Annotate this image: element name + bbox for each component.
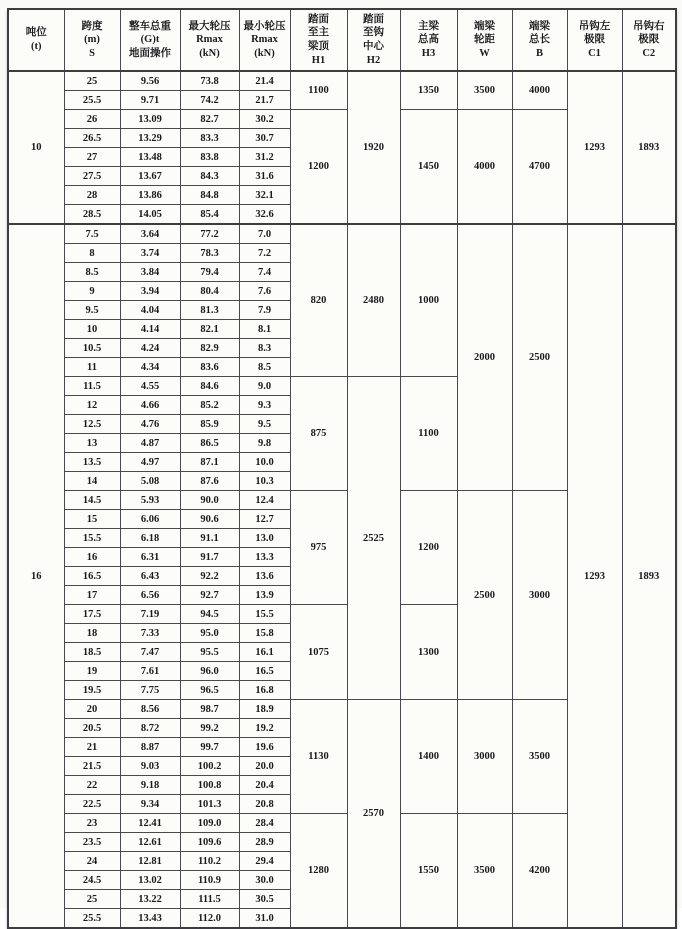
rmax-cell: 82.7	[180, 110, 239, 129]
rmax-cell: 80.4	[180, 282, 239, 301]
span-cell: 27	[64, 148, 120, 167]
rmin-cell: 10.3	[239, 472, 290, 491]
header-line: H3	[421, 47, 436, 59]
rmin-cell: 10.0	[239, 453, 290, 472]
header-line: 总高	[418, 34, 439, 46]
weight-cell: 8.56	[120, 700, 180, 719]
b-cell: 3000	[512, 491, 567, 700]
rmin-cell: 32.6	[239, 205, 290, 225]
h1-cell: 820	[290, 224, 347, 377]
rmax-cell: 112.0	[180, 909, 239, 929]
header-line: C1	[588, 47, 601, 59]
header-cell-h2	[347, 9, 400, 71]
rmax-cell: 84.6	[180, 377, 239, 396]
rmin-cell: 31.6	[239, 167, 290, 186]
header-line: 地面操作	[129, 47, 171, 59]
span-cell: 10	[64, 320, 120, 339]
rmin-cell: 15.5	[239, 605, 290, 624]
span-cell: 21	[64, 738, 120, 757]
rmax-cell: 82.1	[180, 320, 239, 339]
header-line: 中心	[363, 41, 384, 52]
rmax-cell: 110.9	[180, 871, 239, 890]
span-cell: 28.5	[64, 205, 120, 225]
header-line: 极限	[638, 34, 660, 46]
weight-cell: 6.31	[120, 548, 180, 567]
h3-cell: 1200	[400, 491, 457, 605]
weight-cell: 7.75	[120, 681, 180, 700]
span-cell: 11	[64, 358, 120, 377]
c1-cell: 1293	[567, 71, 622, 224]
w-cell: 3000	[457, 700, 512, 814]
rmin-cell: 20.0	[239, 757, 290, 776]
header-line: 吊钩左	[578, 20, 611, 32]
span-cell: 12	[64, 396, 120, 415]
header-line: S	[89, 47, 95, 59]
header-line: 最小轮压	[243, 20, 286, 32]
rmax-cell: 73.8	[180, 71, 239, 91]
span-cell: 17	[64, 586, 120, 605]
rmin-cell: 16.5	[239, 662, 290, 681]
weight-cell: 12.81	[120, 852, 180, 871]
rmax-cell: 87.6	[180, 472, 239, 491]
span-cell: 9.5	[64, 301, 120, 320]
rmin-cell: 30.5	[239, 890, 290, 909]
header-line: W	[479, 47, 490, 59]
rmin-cell: 9.3	[239, 396, 290, 415]
rmin-cell: 16.1	[239, 643, 290, 662]
rmin-cell: 7.9	[239, 301, 290, 320]
span-cell: 16.5	[64, 567, 120, 586]
rmax-cell: 90.6	[180, 510, 239, 529]
b-cell: 4200	[512, 814, 567, 929]
span-cell: 19.5	[64, 681, 120, 700]
header-line: 吊钩右	[633, 20, 665, 32]
rmin-cell: 16.8	[239, 681, 290, 700]
rmax-cell: 78.3	[180, 244, 239, 263]
span-cell: 14.5	[64, 491, 120, 510]
header-line: B	[535, 47, 543, 59]
weight-cell: 3.74	[120, 244, 180, 263]
header-line: 梁顶	[308, 41, 329, 52]
span-cell: 23.5	[64, 833, 120, 852]
rmax-cell: 82.9	[180, 339, 239, 358]
span-cell: 17.5	[64, 605, 120, 624]
rmax-cell: 100.2	[180, 757, 239, 776]
rmax-cell: 99.7	[180, 738, 239, 757]
weight-cell: 13.02	[120, 871, 180, 890]
rmin-cell: 9.0	[239, 377, 290, 396]
rmax-cell: 111.5	[180, 890, 239, 909]
rmin-cell: 19.6	[239, 738, 290, 757]
rmax-cell: 101.3	[180, 795, 239, 814]
h2-cell: 1920	[347, 71, 400, 224]
rmax-cell: 83.8	[180, 148, 239, 167]
header-cell-c1	[567, 9, 622, 71]
span-cell: 25.5	[64, 909, 120, 929]
rmin-cell: 12.4	[239, 491, 290, 510]
weight-cell: 9.71	[120, 91, 180, 110]
rmax-cell: 83.3	[180, 129, 239, 148]
span-cell: 24	[64, 852, 120, 871]
rmin-cell: 8.3	[239, 339, 290, 358]
rmax-cell: 84.8	[180, 186, 239, 205]
weight-cell: 9.56	[120, 71, 180, 91]
span-cell: 24.5	[64, 871, 120, 890]
h1-cell: 975	[290, 491, 347, 605]
rmin-cell: 13.3	[239, 548, 290, 567]
rmin-cell: 28.4	[239, 814, 290, 833]
span-cell: 19	[64, 662, 120, 681]
header-cell-c2	[622, 9, 676, 71]
header-cell-rmin	[239, 9, 290, 71]
weight-cell: 9.03	[120, 757, 180, 776]
header-line: 极限	[584, 34, 605, 46]
rmin-cell: 30.0	[239, 871, 290, 890]
header-line: 轮距	[474, 34, 495, 46]
h1-cell: 1200	[290, 110, 347, 225]
rmin-cell: 21.4	[239, 71, 290, 91]
rmin-cell: 13.9	[239, 586, 290, 605]
h3-cell: 1400	[400, 700, 457, 814]
rmax-cell: 100.8	[180, 776, 239, 795]
rmax-cell: 86.5	[180, 434, 239, 453]
weight-cell: 13.22	[120, 890, 180, 909]
weight-cell: 9.18	[120, 776, 180, 795]
rmax-cell: 91.7	[180, 548, 239, 567]
b-cell: 3500	[512, 700, 567, 814]
rmax-cell: 74.2	[180, 91, 239, 110]
h3-cell: 1100	[400, 377, 457, 491]
weight-cell: 13.48	[120, 148, 180, 167]
header-cell-w	[457, 9, 512, 71]
header-line: 整车总重	[129, 20, 171, 32]
span-cell: 20.5	[64, 719, 120, 738]
header-line: (kN)	[254, 47, 275, 59]
span-cell: 23	[64, 814, 120, 833]
rmin-cell: 21.7	[239, 91, 290, 110]
header-line: 跨度	[81, 20, 103, 32]
header-line: C2	[642, 47, 656, 59]
h2-cell: 2480	[347, 224, 400, 377]
weight-cell: 5.93	[120, 491, 180, 510]
rmin-cell: 30.2	[239, 110, 290, 129]
header-cell-tonnage	[8, 9, 64, 71]
header-cell-h1	[290, 9, 347, 71]
rmax-cell: 91.1	[180, 529, 239, 548]
weight-cell: 13.86	[120, 186, 180, 205]
header-line: (kN)	[199, 47, 220, 59]
header-line: 端梁	[474, 20, 495, 32]
rmin-cell: 31.2	[239, 148, 290, 167]
weight-cell: 8.87	[120, 738, 180, 757]
weight-cell: 4.04	[120, 301, 180, 320]
h1-cell: 1075	[290, 605, 347, 700]
span-cell: 16	[64, 548, 120, 567]
weight-cell: 7.19	[120, 605, 180, 624]
header-line: 吨位	[25, 27, 47, 39]
weight-cell: 3.94	[120, 282, 180, 301]
table-body	[8, 71, 676, 928]
rmin-cell: 15.8	[239, 624, 290, 643]
rmax-cell: 96.5	[180, 681, 239, 700]
header-line: H2	[366, 54, 381, 66]
rmin-cell: 8.5	[239, 358, 290, 377]
header-line: 主梁	[418, 20, 439, 32]
h3-cell: 1350	[400, 71, 457, 110]
rmax-cell: 84.3	[180, 167, 239, 186]
h2-cell: 2525	[347, 377, 400, 700]
weight-cell: 4.76	[120, 415, 180, 434]
weight-cell: 9.34	[120, 795, 180, 814]
header-line: Rmax	[196, 34, 223, 46]
header-line: 至主	[308, 27, 329, 39]
rmax-cell: 90.0	[180, 491, 239, 510]
header-cell-span	[64, 9, 120, 71]
rmax-cell: 92.7	[180, 586, 239, 605]
rmin-cell: 20.4	[239, 776, 290, 795]
rmax-cell: 85.9	[180, 415, 239, 434]
rmax-cell: 85.2	[180, 396, 239, 415]
header-cell-h3	[400, 9, 457, 71]
rmin-cell: 7.0	[239, 224, 290, 244]
tonnage-cell: 16	[8, 224, 64, 928]
weight-cell: 12.41	[120, 814, 180, 833]
header-line: Rmax	[251, 34, 278, 46]
rmax-cell: 87.1	[180, 453, 239, 472]
span-cell: 20	[64, 700, 120, 719]
header-cell-weight	[120, 9, 180, 71]
rmin-cell: 20.8	[239, 795, 290, 814]
span-cell: 25.5	[64, 91, 120, 110]
crane-spec-table	[7, 8, 677, 929]
span-cell: 10.5	[64, 339, 120, 358]
header-line: (m)	[84, 34, 100, 46]
h1-cell: 875	[290, 377, 347, 491]
h3-cell: 1450	[400, 110, 457, 225]
c2-cell: 1893	[622, 224, 676, 928]
weight-cell: 7.47	[120, 643, 180, 662]
span-cell: 7.5	[64, 224, 120, 244]
rmax-cell: 77.2	[180, 224, 239, 244]
h3-cell: 1300	[400, 605, 457, 700]
rmax-cell: 96.0	[180, 662, 239, 681]
span-cell: 15.5	[64, 529, 120, 548]
w-cell: 3500	[457, 71, 512, 110]
weight-cell: 4.97	[120, 453, 180, 472]
b-cell: 4000	[512, 71, 567, 110]
rmin-cell: 31.0	[239, 909, 290, 929]
span-cell: 26	[64, 110, 120, 129]
weight-cell: 8.72	[120, 719, 180, 738]
rmax-cell: 109.0	[180, 814, 239, 833]
span-cell: 18.5	[64, 643, 120, 662]
h3-cell: 1550	[400, 814, 457, 929]
rmin-cell: 32.1	[239, 186, 290, 205]
rmin-cell: 7.2	[239, 244, 290, 263]
h1-cell: 1280	[290, 814, 347, 929]
span-cell: 21.5	[64, 757, 120, 776]
weight-cell: 14.05	[120, 205, 180, 225]
rmax-cell: 79.4	[180, 263, 239, 282]
rmax-cell: 95.5	[180, 643, 239, 662]
header-cell-rmax	[180, 9, 239, 71]
weight-cell: 4.34	[120, 358, 180, 377]
weight-cell: 4.14	[120, 320, 180, 339]
c2-cell: 1893	[622, 71, 676, 224]
rmax-cell: 83.6	[180, 358, 239, 377]
h1-cell: 1100	[290, 71, 347, 110]
rmax-cell: 98.7	[180, 700, 239, 719]
rmin-cell: 7.6	[239, 282, 290, 301]
header-cell-b	[512, 9, 567, 71]
h3-cell: 1000	[400, 224, 457, 377]
span-cell: 26.5	[64, 129, 120, 148]
weight-cell: 13.29	[120, 129, 180, 148]
weight-cell: 4.66	[120, 396, 180, 415]
rmax-cell: 94.5	[180, 605, 239, 624]
weight-cell: 13.43	[120, 909, 180, 929]
span-cell: 27.5	[64, 167, 120, 186]
header-row	[8, 9, 676, 71]
header-line: 踏面	[363, 13, 384, 25]
span-cell: 9	[64, 282, 120, 301]
weight-cell: 12.61	[120, 833, 180, 852]
w-cell: 3500	[457, 814, 512, 929]
rmin-cell: 12.7	[239, 510, 290, 529]
span-cell: 22	[64, 776, 120, 795]
header-line: 最大轮压	[188, 20, 231, 32]
weight-cell: 4.87	[120, 434, 180, 453]
header-line: 端梁	[529, 20, 550, 32]
header-line: H1	[311, 54, 326, 66]
rmin-cell: 13.0	[239, 529, 290, 548]
weight-cell: 4.24	[120, 339, 180, 358]
weight-cell: 6.43	[120, 567, 180, 586]
rmin-cell: 7.4	[239, 263, 290, 282]
rmin-cell: 8.1	[239, 320, 290, 339]
weight-cell: 5.08	[120, 472, 180, 491]
b-cell: 2500	[512, 224, 567, 491]
span-cell: 14	[64, 472, 120, 491]
span-cell: 25	[64, 890, 120, 909]
c1-cell: 1293	[567, 224, 622, 928]
w-cell: 2000	[457, 224, 512, 491]
rmin-cell: 30.7	[239, 129, 290, 148]
span-cell: 8.5	[64, 263, 120, 282]
header-line: (G)t	[140, 34, 160, 46]
w-cell: 4000	[457, 110, 512, 225]
tonnage-cell: 10	[8, 71, 64, 224]
weight-cell: 7.33	[120, 624, 180, 643]
span-cell: 28	[64, 186, 120, 205]
rmax-cell: 92.2	[180, 567, 239, 586]
rmin-cell: 28.9	[239, 833, 290, 852]
span-cell: 13	[64, 434, 120, 453]
weight-cell: 4.55	[120, 377, 180, 396]
span-cell: 25	[64, 71, 120, 91]
span-cell: 15	[64, 510, 120, 529]
rmax-cell: 95.0	[180, 624, 239, 643]
rmax-cell: 109.6	[180, 833, 239, 852]
table-row	[8, 71, 676, 91]
span-cell: 8	[64, 244, 120, 263]
rmin-cell: 19.2	[239, 719, 290, 738]
span-cell: 11.5	[64, 377, 120, 396]
span-cell: 13.5	[64, 453, 120, 472]
weight-cell: 7.61	[120, 662, 180, 681]
weight-cell: 6.18	[120, 529, 180, 548]
span-cell: 18	[64, 624, 120, 643]
rmax-cell: 99.2	[180, 719, 239, 738]
header-line: (t)	[31, 41, 42, 52]
header-line: 总长	[529, 34, 550, 46]
table-header	[8, 9, 676, 71]
weight-cell: 3.84	[120, 263, 180, 282]
header-line: 踏面	[308, 13, 329, 25]
rmax-cell: 110.2	[180, 852, 239, 871]
rmax-cell: 85.4	[180, 205, 239, 225]
w-cell: 2500	[457, 491, 512, 700]
weight-cell: 13.09	[120, 110, 180, 129]
rmin-cell: 13.6	[239, 567, 290, 586]
weight-cell: 3.64	[120, 224, 180, 244]
header-line: 至钩	[363, 27, 384, 39]
table-row	[8, 224, 676, 244]
rmin-cell: 29.4	[239, 852, 290, 871]
h2-cell: 2570	[347, 700, 400, 929]
weight-cell: 6.56	[120, 586, 180, 605]
weight-cell: 13.67	[120, 167, 180, 186]
rmax-cell: 81.3	[180, 301, 239, 320]
rmin-cell: 9.5	[239, 415, 290, 434]
weight-cell: 6.06	[120, 510, 180, 529]
b-cell: 4700	[512, 110, 567, 225]
rmin-cell: 9.8	[239, 434, 290, 453]
span-cell: 22.5	[64, 795, 120, 814]
h1-cell: 1130	[290, 700, 347, 814]
rmin-cell: 18.9	[239, 700, 290, 719]
span-cell: 12.5	[64, 415, 120, 434]
